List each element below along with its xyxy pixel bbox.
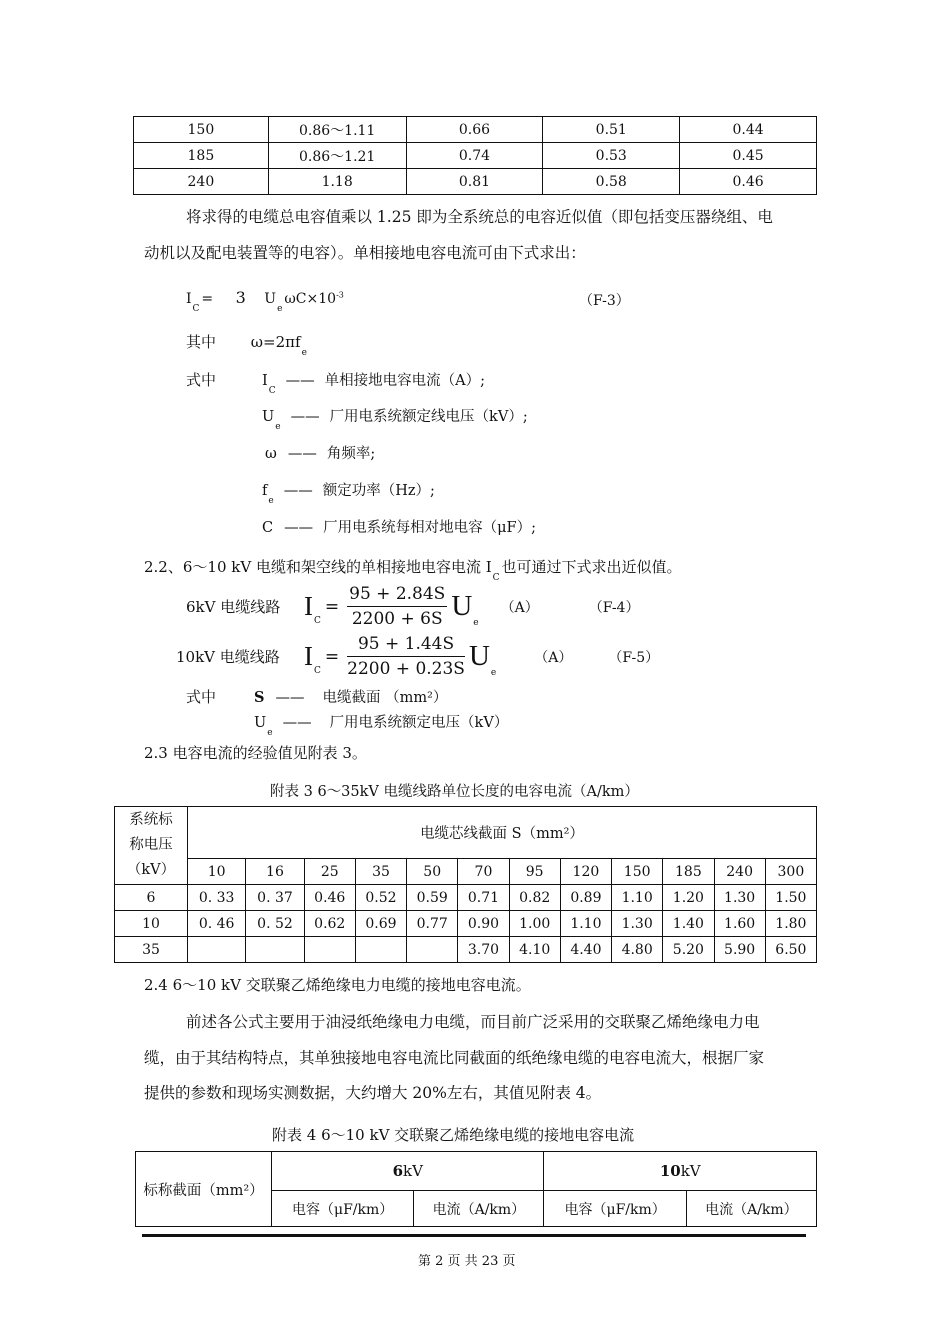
table-cell: 0. 33 [188, 885, 246, 911]
para1-line2: 动机以及配电装置等的电容）。单相接地电容电流可由下式求出： [144, 244, 586, 262]
table3-section-value: 50 [407, 859, 458, 885]
capacitance-table-top [133, 116, 817, 195]
paragraph-total-capacitance [186, 201, 773, 234]
footer-rule [142, 1234, 806, 1237]
table-cell: 5.20 [663, 937, 714, 963]
definition-symbol: S [254, 689, 265, 706]
table3-section-value: 150 [612, 859, 663, 885]
table-cell: 0.71 [458, 885, 509, 911]
table-cell: 0.51 [543, 117, 680, 143]
table-cell: 5.90 [714, 937, 765, 963]
table-row [115, 885, 817, 911]
table3-capacitance-current [114, 806, 817, 963]
table3-section-value: 95 [509, 859, 560, 885]
table-cell: 0.86～1.21 [268, 143, 406, 169]
definition-line [262, 405, 528, 432]
table-cell: 4.40 [560, 937, 611, 963]
table-cell: 0.44 [680, 117, 817, 143]
definition-subscript: e [267, 728, 273, 738]
section-2-3: 2.3 电容电流的经验值见附表 3。 [144, 744, 367, 762]
section-2-4: 2.4 6～10 kV 交联聚乙烯绝缘电力电缆的接地电容电流。 [144, 976, 531, 994]
table3-header-row [115, 807, 817, 859]
table-cell: 1.00 [509, 911, 560, 937]
table4-caption: 附表 4 6～10 kV 交联聚乙烯绝缘电缆的接地电容电流 [272, 1126, 635, 1144]
table-cell [246, 937, 304, 963]
table-cell: 240 [134, 169, 269, 195]
table-cell: 0.74 [406, 143, 543, 169]
table-cell: 35 [115, 937, 188, 963]
paragraph-xlpe-l3: 提供的参数和现场实测数据，大约增大 20%左右，其值见附表 4。 [144, 1084, 602, 1102]
table3-voltage-header-line: 称电压 [129, 837, 173, 853]
table-cell: 4.10 [509, 937, 560, 963]
table4-row-header: 标称截面（mm²） [136, 1152, 272, 1227]
definition-subscript: C [268, 386, 276, 396]
definition-text: 厂用电系统每相对地电容（μF）; [323, 520, 536, 536]
table3-section-value: 70 [458, 859, 509, 885]
definition-dash: —— [284, 520, 314, 536]
table3-section-value: 240 [714, 859, 765, 885]
table-cell: 0.59 [407, 885, 458, 911]
table4-col-10kv: 10kV [544, 1152, 817, 1191]
table-cell: 6 [115, 885, 188, 911]
table3-caption: 附表 3 6～35kV 电缆线路单位长度的电容电流（A/km） [270, 784, 639, 800]
table-cell: 0.62 [304, 911, 355, 937]
definition-dash: —— [282, 715, 312, 731]
definition-line [265, 442, 375, 463]
table-cell: 0.90 [458, 911, 509, 937]
table-cell: 0.52 [355, 885, 406, 911]
table3-section-value: 16 [246, 859, 304, 885]
table-row [134, 117, 817, 143]
table-cell: 1.40 [663, 911, 714, 937]
table4-subheader: 电容（μF/km） [544, 1191, 686, 1227]
definition-text: 单相接地电容电流（A）; [324, 373, 485, 389]
formula-f5: 10kV 电缆线路 I C = $\frac{95 + 1.44S}{2200 + 0.23S}$ U e （A） （F-5） [176, 634, 660, 679]
definition-dash: —— [287, 446, 317, 462]
table3-section-value: 25 [304, 859, 355, 885]
table-cell: 0.66 [406, 117, 543, 143]
table-cell: 0.86～1.11 [268, 117, 406, 143]
definition-dash: —— [285, 373, 315, 389]
table4-subheader: 电流（A/km） [686, 1191, 816, 1227]
table-cell: 0.89 [560, 885, 611, 911]
table-cell: 0. 37 [246, 885, 304, 911]
definition-symbol: U [254, 715, 267, 731]
formula-f3: $I_C= 3$ $U_e\omega C\times 10^{-3}$ [186, 288, 344, 314]
table-cell [188, 937, 246, 963]
section-2-2: 2.2、6～10 kV 电缆和架空线的单相接地电容电流 $I_C$也可通过下式求出近似值。 [144, 558, 682, 583]
definition-text: 额定功率（Hz）; [322, 483, 435, 499]
table-cell: 3.70 [458, 937, 509, 963]
definition-symbol: ω [265, 446, 277, 462]
definition-text: 电缆截面 （mm²） [322, 690, 448, 706]
table-row [134, 169, 817, 195]
definition-line [254, 686, 447, 707]
table-cell: 1.30 [612, 911, 663, 937]
where-omega: 其中 $\omega=2\pi f_e$ [186, 333, 307, 358]
definition-text: 厂用电系统额定线电压（kV）; [329, 409, 528, 425]
definition-dash: —— [283, 483, 313, 499]
definition-text: 角频率; [326, 446, 376, 462]
definition-subscript: e [275, 422, 281, 432]
table-cell: 1.30 [714, 885, 765, 911]
table4-xlpe-current [135, 1151, 817, 1227]
table-cell: 10 [115, 911, 188, 937]
para1-line1: 将求得的电缆总电容值乘以 1.25 即为全系统总的电容近似值（即包括变压器绕组、电 [186, 208, 773, 226]
paragraph-xlpe-l2: 缆，由于其结构特点，其单独接地电容电流比同截面的纸绝缘电缆的电容电流大，根据厂家 [144, 1049, 765, 1067]
definition-dash: —— [290, 409, 320, 425]
table-cell: 0.69 [355, 911, 406, 937]
formula-f4: 6kV 电缆线路 I C = $\frac{95 + 2.84S}{2200 + 6S}$ U e （A） （F-4） [186, 584, 640, 629]
definition-subscript: e [268, 496, 274, 506]
definition-symbol: f [262, 483, 268, 499]
table3-voltage-header-line: （kV） [126, 862, 176, 878]
table-cell: 1.18 [268, 169, 406, 195]
table-cell: 1.20 [663, 885, 714, 911]
table-cell: 1.50 [765, 885, 816, 911]
table4-subheader: 电容（μF/km） [272, 1191, 414, 1227]
table-cell: 0.53 [543, 143, 680, 169]
table-cell: 4.80 [612, 937, 663, 963]
table-cell: 0.82 [509, 885, 560, 911]
table3-section-header: 电缆芯线截面 S（mm²） [188, 807, 817, 859]
table3-section-value: 300 [765, 859, 816, 885]
definition-line [254, 711, 509, 738]
table-row [115, 937, 817, 963]
definition-symbol: I [262, 373, 268, 389]
table-cell: 0. 52 [246, 911, 304, 937]
table-cell: 0.46 [304, 885, 355, 911]
definition-text: 厂用电系统额定电压（kV） [329, 715, 509, 731]
table-cell: 150 [134, 117, 269, 143]
paragraph-xlpe: 前述各公式主要用于油浸纸绝缘电力电缆，而目前广泛采用的交联聚乙烯绝缘电力电 [186, 1013, 760, 1031]
table-cell: 0.58 [543, 169, 680, 195]
definition-line [262, 516, 536, 537]
table-cell: 1.10 [612, 885, 663, 911]
page-footer: 第 2 页 共 23 页 [418, 1254, 516, 1269]
definition-line [262, 369, 485, 396]
table-cell: 0. 46 [188, 911, 246, 937]
definition-symbol: C [262, 520, 274, 536]
definition-symbol: U [262, 409, 275, 425]
table3-voltage-header [115, 807, 188, 885]
table-row [115, 911, 817, 937]
table3-sections-row [115, 859, 817, 885]
table-row [134, 143, 817, 169]
defs2-label: 式中 [186, 688, 217, 706]
definition-line [262, 479, 435, 506]
table-cell [304, 937, 355, 963]
paragraph-total-capacitance-cont [144, 237, 586, 270]
definition-dash: —— [275, 690, 305, 706]
table3-section-value: 185 [663, 859, 714, 885]
table-cell: 6.50 [765, 937, 816, 963]
formula-f3-tag: （F-3） [579, 293, 630, 309]
table-cell: 0.46 [680, 169, 817, 195]
table3-section-value: 10 [188, 859, 246, 885]
table-cell: 1.60 [714, 911, 765, 937]
defs1-label: 式中 [186, 371, 217, 389]
table-cell [407, 937, 458, 963]
f5-fraction: $\frac{95 + 1.44S}{2200 + 0.23S}$ [347, 634, 465, 679]
table-cell: 1.80 [765, 911, 816, 937]
table3-section-value: 35 [355, 859, 406, 885]
table-cell [355, 937, 406, 963]
table3-voltage-header-line: 系统标 [129, 812, 173, 828]
table-cell: 185 [134, 143, 269, 169]
table-cell: 1.10 [560, 911, 611, 937]
f4-fraction: $\frac{95 + 2.84S}{2200 + 6S}$ [349, 584, 446, 629]
table4-subheader: 电流（A/km） [414, 1191, 544, 1227]
table-cell: 0.81 [406, 169, 543, 195]
table3-section-value: 120 [560, 859, 611, 885]
table4-col-6kv: 6kV [272, 1152, 544, 1191]
table-cell: 0.77 [407, 911, 458, 937]
table-cell: 0.45 [680, 143, 817, 169]
